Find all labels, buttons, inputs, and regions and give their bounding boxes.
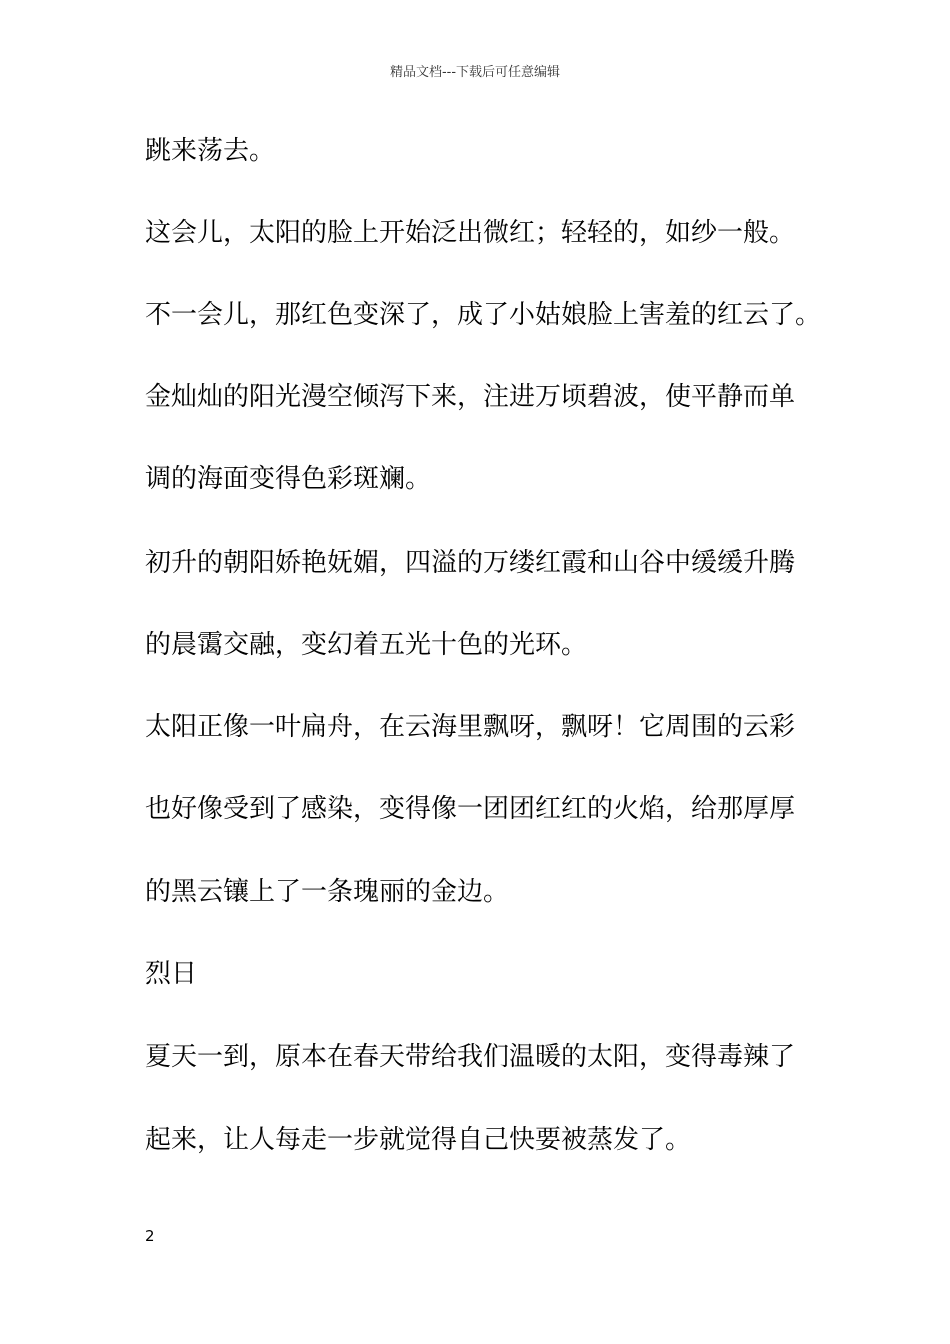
text-line: 夏天一到，原本在春天带给我们温暖的太阳，变得毒辣了 bbox=[145, 1042, 796, 1072]
text-line: 跳来荡去。 bbox=[145, 136, 276, 166]
page-header: 精品文档---下载后可任意编辑 bbox=[389, 65, 561, 80]
text-line: 初升的朝阳娇艳妩媚，四溢的万缕红霞和山谷中缓缓升腾 bbox=[145, 548, 796, 578]
page-number: 2 bbox=[145, 1227, 155, 1245]
text-line: 的晨霭交融，变幻着五光十色的光环。 bbox=[145, 630, 588, 660]
text-line: 金灿灿的阳光漫空倾泻下来，注进万顷碧波，使平静而单 bbox=[145, 382, 796, 412]
text-line: 的黑云镶上了一条瑰丽的金边。 bbox=[145, 877, 510, 907]
text-line: 这会儿，太阳的脸上开始泛出微红；轻轻的，如纱一般。 bbox=[145, 218, 796, 248]
section-heading: 烈日 bbox=[145, 959, 198, 989]
text-line: 不一会儿，那红色变深了，成了小姑娘脸上害羞的红云了。 bbox=[145, 300, 822, 330]
text-line: 调的海面变得色彩斑斓。 bbox=[145, 464, 432, 494]
text-line: 起来，让人每走一步就觉得自己快要被蒸发了。 bbox=[145, 1125, 692, 1155]
text-line: 太阳正像一叶扁舟，在云海里飘呀，飘呀！它周围的云彩 bbox=[145, 712, 796, 742]
text-line: 也好像受到了感染，变得像一团团红红的火焰，给那厚厚 bbox=[145, 794, 796, 824]
